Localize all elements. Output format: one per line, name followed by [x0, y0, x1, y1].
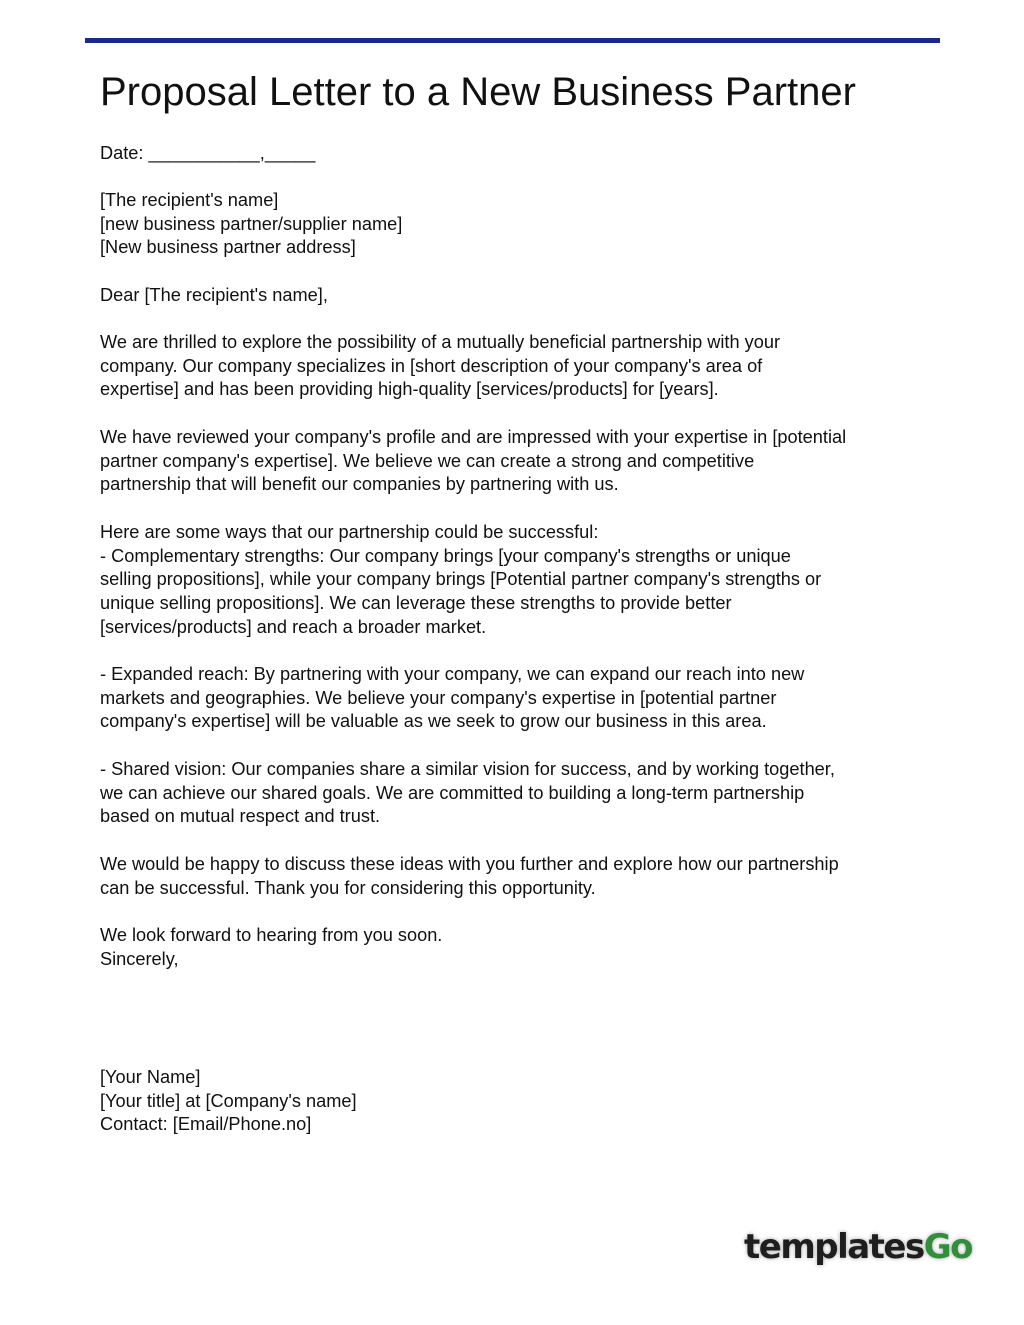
paragraph-line: can be successful. Thank you for considering this opportunity. — [100, 877, 596, 898]
paragraph-line: [services/products] and reach a broader market. — [100, 616, 487, 637]
paragraph-expanded-reach — [100, 663, 935, 734]
paragraph-line: We are thrilled to explore the possibility of a mutually beneficial partnership with your — [100, 332, 781, 352]
recipient-block — [100, 189, 935, 260]
paragraph-line: - Expanded reach: By partnering with your company, we can expand our reach into new — [100, 664, 805, 684]
signature-name: [Your Name] — [100, 1067, 201, 1087]
closing-line: Sincerely, — [100, 948, 179, 969]
paragraph-line: partnership that will benefit our companies by partnering with us. — [100, 474, 619, 495]
document-title: Proposal Letter to a New Business Partner — [100, 70, 856, 114]
salutation — [100, 284, 935, 308]
paragraph-ways — [100, 521, 935, 640]
closing-line: We look forward to hearing from you soon. — [100, 925, 443, 945]
top-divider — [85, 38, 940, 43]
paragraph-line: company's expertise] will be valuable as we seek to grow our business in this area. — [100, 711, 767, 732]
paragraph-line: - Complementary strengths: Our company brings [your company's strengths or unique — [100, 545, 791, 566]
logo-accent-text: Go — [923, 1227, 972, 1267]
paragraph-line: expertise] and has been providing high-quality [services/products] for [years]. — [100, 379, 719, 400]
paragraph-line: markets and geographies. We believe your company's expertise in [potential partner — [100, 687, 777, 708]
templatesgo-logo — [744, 1222, 972, 1272]
recipient-address: [New business partner address] — [100, 237, 356, 258]
recipient-name: [The recipient's name] — [100, 190, 279, 210]
signature-block — [100, 1066, 935, 1137]
paragraph-line: we can achieve our shared goals. We are committed to building a long-term partnership — [100, 782, 805, 803]
paragraph-line: selling propositions], while your company brings [Potential partner company's strengths or — [100, 569, 822, 590]
signature-contact: Contact: [Email/Phone.no] — [100, 1114, 312, 1135]
date-line — [100, 142, 935, 166]
paragraph-line: We would be happy to discuss these ideas with you further and explore how our partnership — [100, 854, 839, 874]
paragraph-line: company. Our company specializes in [short description of your company's area of — [100, 355, 763, 376]
signature-title: [Your title] at [Company's name] — [100, 1090, 357, 1111]
paragraph-review — [100, 426, 935, 497]
paragraph-shared-vision — [100, 758, 935, 829]
paragraph-line: based on mutual respect and trust. — [100, 806, 381, 827]
date-text: Date: ___________,_____ — [100, 143, 316, 163]
paragraph-line: unique selling propositions]. We can leverage these strengths to provide better — [100, 593, 732, 614]
paragraph-line: Here are some ways that our partnership could be successful: — [100, 522, 599, 542]
closing — [100, 924, 935, 971]
salutation-text: Dear [The recipient's name], — [100, 285, 328, 305]
paragraph-line: We have reviewed your company's profile and are impressed with your expertise in [potential — [100, 427, 847, 447]
paragraph-intro — [100, 331, 935, 402]
paragraph-line: - Shared vision: Our companies share a similar vision for success, and by working together, — [100, 759, 835, 779]
paragraph-discuss — [100, 853, 935, 900]
logo-main-text: templates — [744, 1227, 924, 1267]
paragraph-line: partner company's expertise]. We believe we can create a strong and competitive — [100, 450, 755, 471]
recipient-company: [new business partner/supplier name] — [100, 213, 403, 234]
